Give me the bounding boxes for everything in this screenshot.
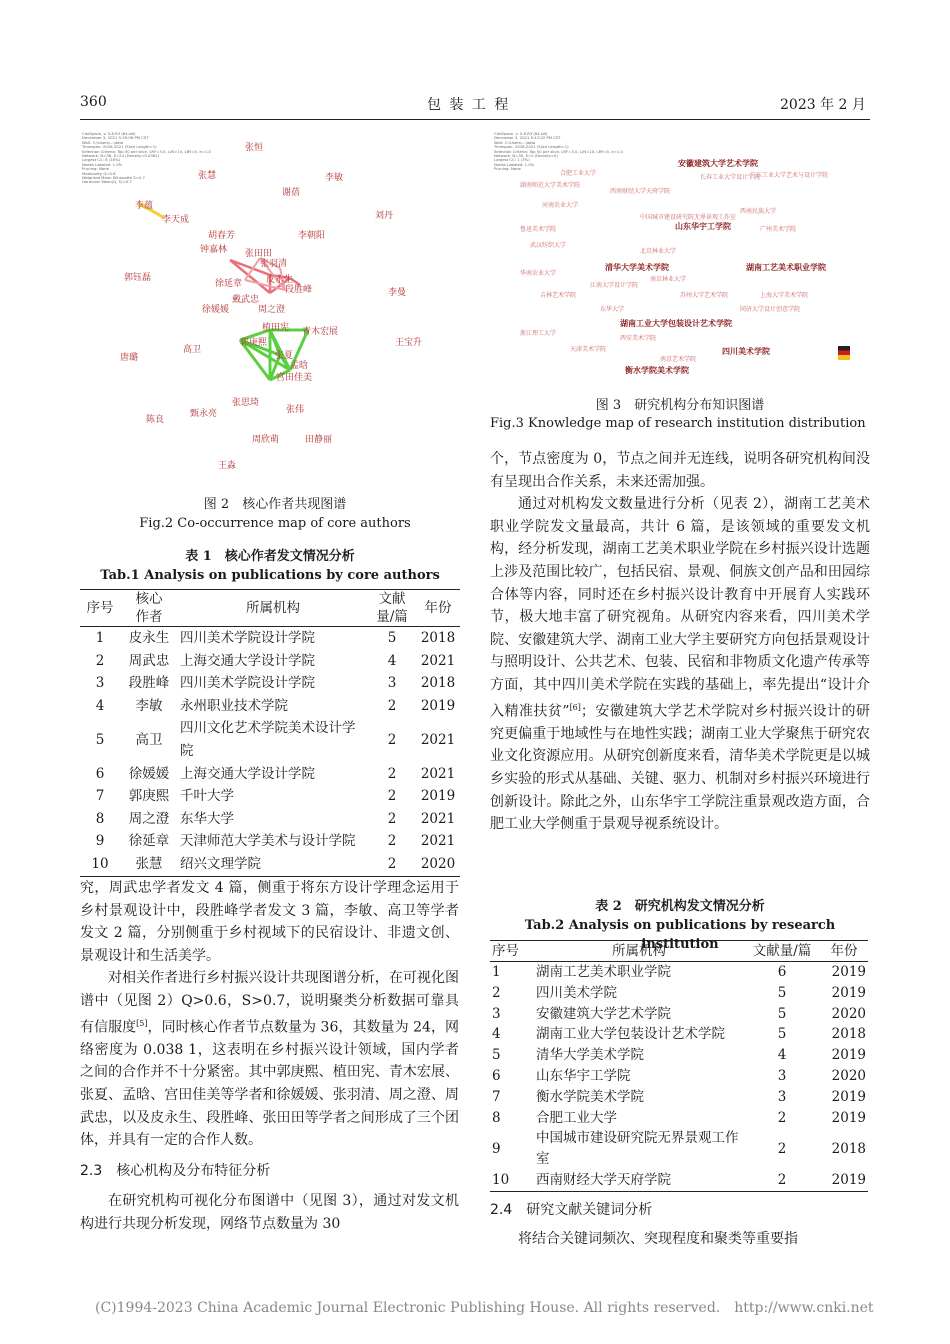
t2-cell-no: 8 <box>492 1109 501 1126</box>
t1-cell-year: 2019 <box>420 788 456 805</box>
t2-cell-inst: 合肥工业大学 <box>536 1109 617 1126</box>
table2-caption-cn: 表 2 研究机构发文情况分析 <box>595 899 765 914</box>
institution-node: 中国城市建设研究院无界景观工作室 <box>640 214 737 221</box>
fig2-caption-en: Fig.2 Co-occurrence map of core authors <box>139 516 411 531</box>
right-column-text <box>490 448 870 836</box>
t1-cell-no: 7 <box>95 788 105 805</box>
t1-header-inst: 所属机构 <box>246 600 300 616</box>
t2-cell-year: 2019 <box>831 964 866 980</box>
fig3-caption-cn: 图 3 研究机构分布知识图谱 <box>595 398 765 413</box>
institution-node: 西安美术学院 <box>620 335 657 342</box>
table1-caption-en: Tab.1 Analysis on publications by core authors <box>100 568 440 583</box>
t2-cell-inst: 清华大学美术学院 <box>536 1047 644 1064</box>
institution-node: 苏州大学艺术学院 <box>680 292 729 299</box>
t2-cell-count: 2 <box>777 1109 787 1126</box>
t1-cell-inst: 上海交通大学设计学院 <box>180 765 315 782</box>
author-node: 孟晗 <box>290 361 309 371</box>
author-node: 徐媛媛 <box>202 305 230 315</box>
t1-cell-count: 2 <box>387 765 397 782</box>
institution-node: 鲁迅美术学院 <box>520 226 557 233</box>
t2-row <box>490 1087 868 1108</box>
institution-node: 广东工业大学艺术与设计学院 <box>750 172 829 179</box>
author-node: 周欣萌 <box>252 435 280 445</box>
copyright-footer: (C)1994-2023 China Academic Journal Electronic Publishing House. All rights reserved. http://www.cnki.net <box>95 1300 874 1316</box>
author-node: 甄永亮 <box>190 409 218 419</box>
t1-cell-count: 2 <box>387 731 397 748</box>
author-node: 宫田佳美 <box>276 373 313 383</box>
issue-date: 2023 年 2 月 <box>780 97 866 113</box>
t2-cell-no: 4 <box>492 1026 501 1043</box>
t2-cell-count: 4 <box>777 1047 787 1064</box>
author-node: 郭钰磊 <box>124 273 152 283</box>
t1-cell-author: 周武忠 <box>128 652 170 669</box>
t2-cell-inst: 西南财经大学天府学院 <box>536 1171 671 1188</box>
t2-cell-no: 2 <box>492 984 501 1001</box>
t2-cell-count: 3 <box>777 1088 787 1105</box>
author-node: 钟嘉林 <box>200 245 228 255</box>
t1-cell-year: 2020 <box>420 855 456 872</box>
t1-cell-count: 4 <box>387 652 397 669</box>
journal-title: 包 装 工 程 <box>427 97 511 113</box>
author-node: 张夏 <box>275 351 294 361</box>
t1-cell-inst: 四川美术学院设计学院 <box>180 675 315 692</box>
institution-node: 西南民族大学 <box>740 208 777 215</box>
figure-3-institution-map <box>490 128 870 386</box>
institution-node: 武汉纺织大学 <box>530 242 567 249</box>
t2-header-inst: 所属机构 <box>612 943 666 959</box>
t1-cell-count: 2 <box>387 697 397 714</box>
fig3-legend-bar <box>838 346 850 360</box>
t2-cell-inst: 湖南工艺美术职业学院 <box>536 964 671 980</box>
t2-cell-no: 6 <box>492 1067 501 1084</box>
t2-cell-count: 6 <box>777 964 787 980</box>
fig2-meta: CiteSpace, v. 5.8.R3 (64-bit) December 3, 2021 5:35:06 PM CST WoS: C:\Users\...\data Timespan: 2016-2021 (Slice Length=1) Selection Criteria: Top 50 per slice, LRF=3.0, L/N=10, LBY=5, e=1.0 Network: N=36, E=24 (Density=0.0381) Largest CC: 6 (16%) Nodes Labeled: 1.0% Pruning: None Modularity Q=0.6 Weighted Mean Silhouette S=0.7 Harmonic Mean(Q, S)=0.7 <box>82 131 211 185</box>
t2-cell-no: 7 <box>492 1088 501 1105</box>
author-node: 张恒 <box>245 143 264 153</box>
author-node: 徐延章 <box>215 279 243 289</box>
t1-cell-no: 8 <box>95 810 105 827</box>
author-node: 植田宪 <box>262 323 290 333</box>
t1-cell-year: 2021 <box>420 810 456 827</box>
author-node: 王宝升 <box>395 338 423 348</box>
institution-node: 华南农业大学 <box>520 270 557 277</box>
section-2-3-heading: 2.3 核心机构及分布特征分析 <box>80 1162 271 1179</box>
t1-cell-year: 2021 <box>420 833 456 850</box>
t1-row <box>80 808 460 831</box>
table1-caption-cn: 表 1 核心作者发文情况分析 <box>185 549 355 564</box>
institution-node: 南京林业大学 <box>650 276 687 283</box>
institution-node: 吉林艺术学院 <box>540 292 577 299</box>
t2-cell-no: 10 <box>492 1171 510 1188</box>
t2-row <box>490 1170 868 1191</box>
t2-row <box>490 962 868 983</box>
t1-cell-inst: 东华大学 <box>180 810 234 827</box>
author-node: 高卫 <box>183 345 202 355</box>
t1-row <box>80 853 460 876</box>
t2-cell-year: 2018 <box>831 1140 866 1157</box>
t1-row <box>80 672 460 695</box>
t1-cell-author: 徐媛媛 <box>128 765 170 782</box>
institution-node: 合肥工业大学 <box>560 170 597 177</box>
t1-cell-count: 5 <box>387 630 397 646</box>
right-para-2: 通过对机构发文数量进行分析（见表 2），湖南工艺美术职业学院发文量最高，共计 6 篇，是该领域的重要发文机构，经分析发现，湖南工艺美术职业学院在乡村振兴设计选题上涉及范围比较广，包括民宿、景观、侗族文创产品和田园综合体等内容，同时还在乡村振兴设计教育中开展育人实践环节，极大地丰富了研究视角。从研究内容来看，四川美术学院、安徽建筑大学、湖南工业大学主要研究方向包括景观设计与照明设计、公共艺术、包装、民宿和非物质文化遗产传承等方面，其中四川美术学院在实践的基础上，率先提出“设计介入精准扶贫”[6]；安徽建筑大学艺术学院对乡村振兴设计的研究更偏重于地域性与在地性实践；湖南工业大学聚焦于研究农业文化资源应用。从研究创新度来看，清华美术学院更是以城乡实验的形式从基础、关键、驱力、机制对乡村振兴环境进行创新设计。除此之外，山东华宇工学院注重景观改造方面，合肥工业大学侧重于景观导视系统设计。 <box>490 496 870 833</box>
t1-header-count: 文献 量/篇 <box>376 591 408 625</box>
t1-cell-year: 2018 <box>420 630 456 646</box>
author-node: 张伟 <box>286 405 305 415</box>
left-column-text <box>80 877 459 1236</box>
t1-cell-year: 2019 <box>420 697 456 714</box>
institution-node: 四川美术学院 <box>722 346 770 356</box>
author-node: 唐璐 <box>120 353 139 363</box>
t2-row <box>490 1024 868 1045</box>
institution-node: 天津美术学院 <box>570 346 607 353</box>
t1-row <box>80 650 460 673</box>
t2-cell-inst: 山东华宇工学院 <box>536 1067 631 1084</box>
t1-cell-author: 张慧 <box>135 855 163 872</box>
institution-node: 上海大学美术学院 <box>760 292 809 299</box>
t1-cell-year: 2021 <box>420 765 456 782</box>
t2-cell-inst: 湖南工业大学包装设计艺术学院 <box>536 1026 725 1043</box>
t1-cell-count: 2 <box>387 810 397 827</box>
institution-node: 河南农业大学 <box>542 202 579 209</box>
t1-cell-count: 2 <box>387 833 397 850</box>
t1-cell-no: 3 <box>95 675 105 692</box>
institution-node: 长春工业大学设计学院 <box>700 174 761 181</box>
t2-row <box>490 1004 868 1025</box>
t2-cell-no: 1 <box>492 964 501 980</box>
t2-row <box>490 1045 868 1066</box>
t2-cell-inst: 衡水学院美术学院 <box>536 1088 644 1105</box>
t2-cell-year: 2019 <box>831 1109 866 1126</box>
fig2-caption-cn: 图 2 核心作者共现图谱 <box>203 497 347 512</box>
t2-cell-count: 5 <box>777 984 787 1001</box>
t1-cell-no: 4 <box>95 697 105 714</box>
t1-cell-inst: 千叶大学 <box>180 788 234 805</box>
author-node: 张田田 <box>245 249 273 259</box>
t2-row <box>490 983 868 1004</box>
fig3-meta: CiteSpace, v. 5.8.R3 (64-bit) December 3, 2021 5:47:02 PM CST WoS: C:\Users\...\data Timespan: 2016-2021 (Slice Length=1) Selection Criteria: Top 50 per slice, LRF=3.0, L/N=10, LBY=5, e=1.0 Network: N=30, E=0 (Density=0) Largest CC: 1 (3%) Nodes Labeled: 1.0% Pruning: None <box>494 131 623 172</box>
institution-node: 东华大学 <box>600 306 625 313</box>
t1-cell-author: 徐延章 <box>128 833 170 850</box>
t2-row <box>490 1128 868 1170</box>
author-node: 段胜峰 <box>285 285 313 295</box>
t1-row <box>80 717 460 762</box>
institution-node: 江南大学设计学院 <box>590 282 639 289</box>
t2-cell-count: 3 <box>777 1067 787 1084</box>
author-node: 李天成 <box>162 215 190 225</box>
institution-node: 浙江理工大学 <box>520 330 557 337</box>
left-para-1: 究，周武忠学者发文 4 篇，侧重于将东方设计学理念运用于乡村景观设计中，段胜峰学者发文 3 篇，李敏、高卫等学者发文 2 篇，分别侧重于乡村视域下的民宿设计、非遗文创、景观设计和生活美学。 <box>80 880 459 964</box>
t2-cell-no: 5 <box>492 1047 501 1064</box>
institution-node: 山东华宇工学院 <box>675 221 731 231</box>
author-node: 李曼 <box>388 288 407 298</box>
left-para-2: 对相关作者进行乡村振兴设计共现图谱分析，在可视化图谱中（见图 2）Q>0.6，S>0.7，说明聚类分析数据可靠具有信服度[5]，同时核心作者节点数量为 36，其数量为 24，网络密度为 0.038 1，这表明在乡村振兴设计领域，国内学者之间的合作并不十分紧密。其中郭庚熙、植田宪、青木宏展、张夏、孟晗、宫田佳美等学者和徐媛媛、张羽清、周之澄、周武忠，以及皮永生、段胜峰、张田田等学者之间形成了三个团体，并具有一定的合作人数。 <box>80 970 460 1149</box>
t2-cell-year: 2019 <box>831 984 866 1001</box>
t1-cell-count: 2 <box>387 788 397 805</box>
t1-cell-no: 2 <box>95 652 105 669</box>
t2-header-no: 序号 <box>492 943 519 959</box>
author-node: 张羽清 <box>260 259 288 269</box>
t2-cell-inst: 四川美术学院 <box>536 984 617 1001</box>
institution-node: 广州美术学院 <box>760 226 797 233</box>
table1 <box>80 589 460 877</box>
author-node: 皮永生 <box>266 275 294 285</box>
author-node: 田静丽 <box>305 435 333 445</box>
author-node: 李蕴 <box>135 201 154 211</box>
t1-cell-author: 段胜峰 <box>128 675 170 692</box>
t1-row <box>80 830 460 853</box>
institution-node: 南京艺术学院 <box>660 356 697 363</box>
t1-cell-no: 1 <box>95 630 105 646</box>
author-node: 李朝阳 <box>298 231 326 241</box>
t1-cell-inst: 上海交通大学设计学院 <box>180 652 315 669</box>
t1-cell-count: 2 <box>387 855 397 872</box>
t1-cell-year: 2021 <box>420 652 456 669</box>
t1-header-author: 核心 作者 <box>135 591 163 625</box>
author-node: 胡春芳 <box>208 231 236 241</box>
t1-cell-author: 周之澄 <box>128 810 170 827</box>
right-para-1: 个，节点密度为 0，节点之间并无连线，说明各研究机构间没有呈现出合作关系，未来还需加强。 <box>490 451 870 490</box>
t2-cell-year: 2020 <box>831 1005 866 1022</box>
author-node: 周之澄 <box>258 305 286 315</box>
t1-cell-inst: 天津师范大学美术与设计学院 <box>180 833 356 850</box>
t1-cell-author: 李敏 <box>135 697 163 714</box>
t1-row <box>80 763 460 786</box>
t2-header-count: 文献量/篇 <box>752 943 812 959</box>
t1-cell-no: 9 <box>95 833 105 850</box>
t2-cell-year: 2018 <box>831 1026 866 1043</box>
institution-node: 衡水学院美术学院 <box>625 365 689 375</box>
author-node: 郭庚熙 <box>240 338 268 348</box>
t2-header-year: 年份 <box>830 943 858 959</box>
institution-node: 湖南师范大学美术学院 <box>520 182 581 189</box>
institution-node: 西南财经大学天府学院 <box>610 188 671 195</box>
t1-cell-count: 3 <box>387 675 397 692</box>
figure-2-coauthor-map <box>80 130 460 490</box>
institution-node: 北京林业大学 <box>640 248 677 255</box>
author-node: 刘丹 <box>375 211 394 221</box>
t1-cell-author: 高卫 <box>135 731 163 748</box>
t2-cell-year: 2019 <box>831 1047 866 1064</box>
t1-header-year: 年份 <box>424 600 452 616</box>
t1-row <box>80 695 460 718</box>
t1-cell-no: 5 <box>95 731 105 748</box>
right-para-3: 将结合关键词频次、突现程度和聚类等重要指 <box>518 1230 798 1247</box>
t1-cell-inst: 永州职业技术学院 <box>180 697 288 714</box>
t1-cell-no: 6 <box>95 765 105 782</box>
institution-node: 湖南工业大学包装设计艺术学院 <box>620 318 732 328</box>
author-node: 张慧 <box>198 171 217 181</box>
t2-cell-no: 9 <box>492 1140 501 1157</box>
t2-cell-count: 2 <box>777 1140 787 1157</box>
t2-cell-count: 2 <box>777 1171 787 1188</box>
page-number: 360 <box>80 94 107 110</box>
right-column-lower <box>490 1199 870 1250</box>
t1-cell-year: 2018 <box>420 675 456 692</box>
header-rule <box>80 119 870 120</box>
author-node: 王淼 <box>218 461 237 471</box>
institution-node: 湖南工艺美术职业学院 <box>746 262 826 272</box>
t1-cell-author: 郭庚熙 <box>128 788 170 805</box>
author-node: 谢蓓 <box>282 188 301 198</box>
t1-cell-inst: 四川美术学院设计学院 <box>180 630 315 646</box>
t2-cell-no: 3 <box>492 1005 501 1022</box>
author-node: 陈良 <box>146 415 165 425</box>
t1-cell-no: 10 <box>91 855 109 872</box>
institution-node: 安徽建筑大学艺术学院 <box>678 158 758 168</box>
t2-cell-year: 2019 <box>831 1171 866 1188</box>
t1-row <box>80 627 460 650</box>
t1-cell-inst: 绍兴文理学院 <box>180 855 261 872</box>
t2-cell-year: 2019 <box>831 1088 866 1105</box>
author-node: 李敏 <box>325 173 344 183</box>
institution-node: 清华大学美术学院 <box>605 262 669 272</box>
t1-cell-author: 皮永生 <box>128 630 170 646</box>
t1-header-no: 序号 <box>86 600 114 616</box>
t1-row <box>80 785 460 808</box>
t2-cell-year: 2020 <box>831 1067 866 1084</box>
t2-row <box>490 1108 868 1129</box>
section-2-4-heading: 2.4 研究文献关键词分析 <box>490 1202 653 1218</box>
table2 <box>490 940 868 1192</box>
table2-caption-en: Tab.2 Analysis on publications by research institution <box>524 918 836 952</box>
t2-cell-count: 5 <box>777 1026 787 1043</box>
author-node: 青木宏展 <box>302 327 339 337</box>
left-para-3: 在研究机构可视化分布图谱中（见图 3），通过对发文机构进行共现分析发现，网络节点数量为 30 <box>80 1193 459 1232</box>
institution-node: 同济大学设计创意学院 <box>740 306 801 313</box>
t2-cell-count: 5 <box>777 1005 787 1022</box>
author-node: 张思琦 <box>232 398 260 408</box>
t1-cell-year: 2021 <box>420 731 456 748</box>
t2-cell-inst: 中国城市建设研究院无界景观工作室 <box>536 1130 739 1168</box>
t1-cell-inst: 四川文化艺术学院美术设计学院 <box>180 720 356 759</box>
t2-cell-inst: 安徽建筑大学艺术学院 <box>536 1005 671 1022</box>
fig3-caption-en: Fig.3 Knowledge map of research institution distribution <box>490 416 866 431</box>
author-node: 戴武忠 <box>232 295 260 305</box>
t2-row <box>490 1066 868 1087</box>
